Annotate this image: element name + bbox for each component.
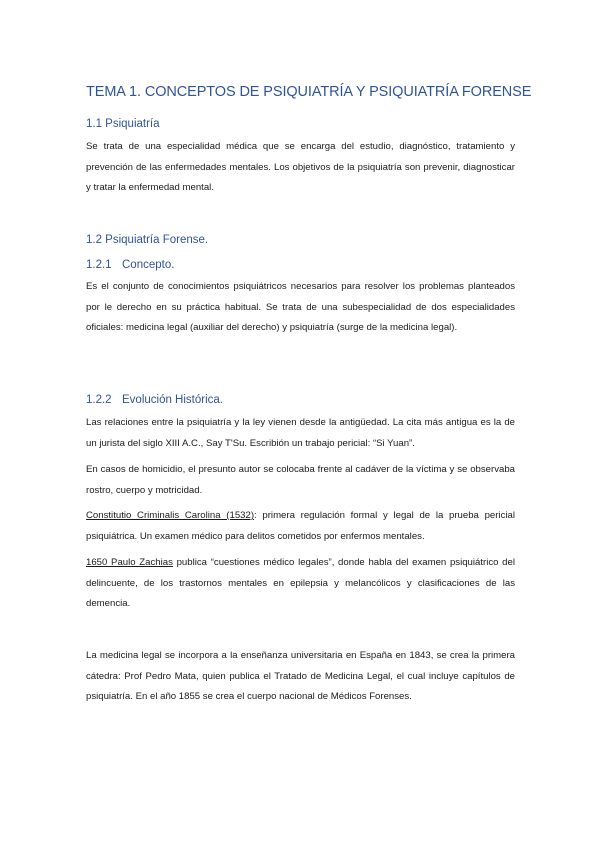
subsection-heading-evolucion: [86, 394, 223, 406]
paragraph-history-antiquity: Las relaciones entre la psiquiatría y la ley vienen desde la antigüedad. La cita más antigua es la de un jurista del siglo XIII A.C., Say T'Su. Escribión un trabajo pericial: “Si Yuan”.: [86, 417, 515, 449]
document-page: [86, 0, 532, 848]
paragraph-history-spain: La medicina legal se incorpora a la enseñanza universitaria en España en 1843, se crea la primera cátedra: Prof Pedro Mata, quien publica el Tratado de Medicina Legal, el cual incluye capítulos de psiquiatría. En el año 1855 se crea el cuerpo nacional de Médicos Forenses.: [86, 650, 515, 702]
paragraph-psiquiatria-definition: Se trata de una especialidad médica que se encarga del estudio, diagnóstico, tratamiento y prevención de las enfermedades mentales. Los objetivos de la psiquiatría son prevenir, diagnosticar y tratar la enfermedad mental.: [86, 141, 515, 193]
subsection-title: Concepto.: [122, 259, 175, 271]
subsection-heading-concepto: [86, 259, 174, 271]
document-title: TEMA 1. CONCEPTOS DE PSIQUIATRÍA Y PSIQUIATRÍA FORENSE: [86, 84, 532, 100]
carolina-text: : primera regulación formal y legal de la prueba pericial psiquiátrica. Un examen médico para delitos cometidos por enfermos mentales.: [86, 510, 515, 542]
paulo-zachias-link[interactable]: 1650 Paulo Zachias: [86, 557, 173, 568]
paragraph-history-carolina: [86, 506, 515, 547]
section-heading-psiquiatria-forense: 1.2 Psiquiatría Forense.: [86, 234, 209, 246]
subsection-title: Evolución Histórica.: [122, 394, 223, 406]
subsection-number: 1.2.1: [86, 259, 112, 271]
paragraph-history-homicide: En casos de homicidio, el presunto autor se colocaba frente al cadáver de la víctima y se observaba rostro, cuerpo y motricidad.: [86, 464, 515, 496]
constitutio-criminalis-link[interactable]: Constitutio Criminalis Carolina (1532): [86, 510, 255, 521]
paragraph-concepto: Es el conjunto de conocimientos psiquiátricos necesarios para resolver los problemas planteados por le derecho en su práctica habitual. Se trata de una subespecialidad de dos especialidades oficiales: medicina legal (auxiliar del derecho) y psiquiatría (surge de la medicina legal).: [86, 281, 515, 333]
subsection-number: 1.2.2: [86, 394, 112, 406]
zachias-text: publica “cuestiones médico legales”, donde habla del examen psiquiátrico del delincuente, de los trastornos mentales en epilepsia y melancólicos y clasificaciones de las demencia.: [86, 557, 515, 609]
section-heading-psiquiatria: 1.1 Psiquiatría: [86, 118, 160, 130]
paragraph-history-zachias: [86, 553, 515, 615]
